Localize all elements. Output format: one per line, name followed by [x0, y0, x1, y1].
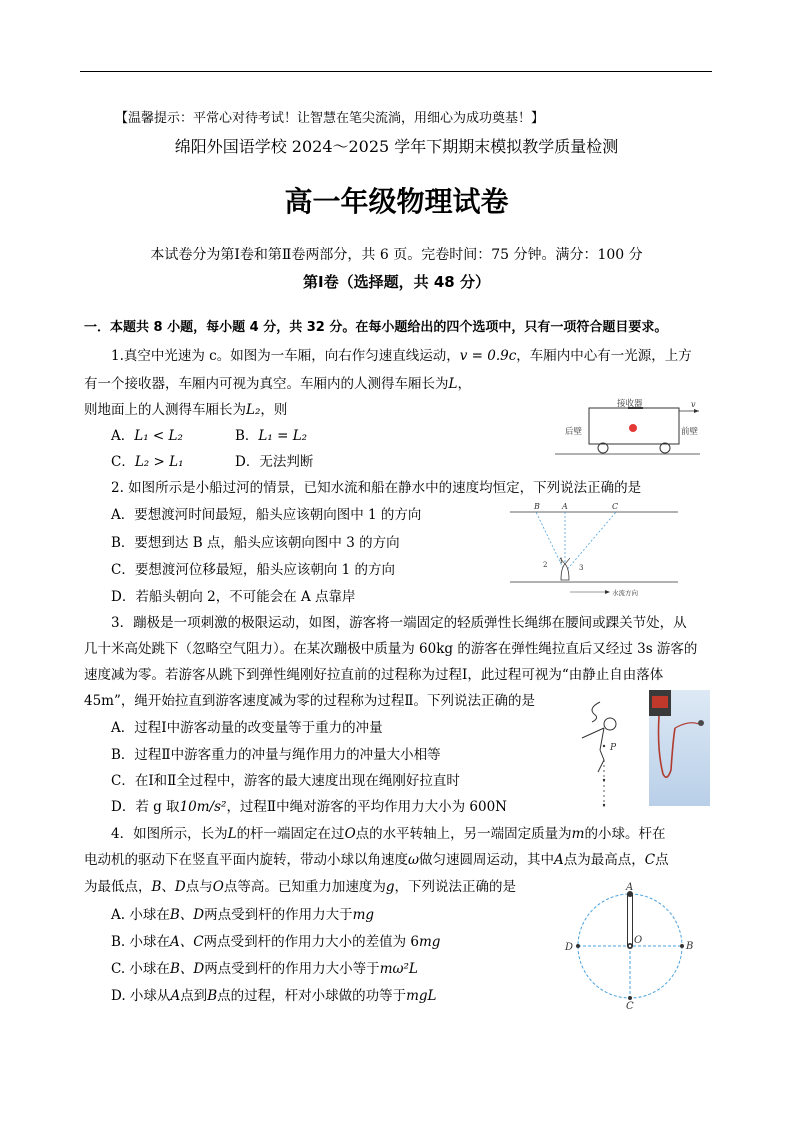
rod: [628, 894, 633, 946]
section-heading: 一．本题共 8 小题，每小题 4 分，共 32 分。在每小题给出的四个选项中，只有一项符合题目要求。: [84, 320, 668, 335]
rear-wall-label: 后壁: [565, 427, 583, 437]
point-o-label: O: [634, 935, 643, 946]
q2-option-d[interactable]: D．若船头朝向 2，不可能会在 A 点靠岸: [111, 589, 356, 605]
q2-stem: 2. 如图所示是小船过河的情景，已知水流和船在静水中的速度均恒定，下列说法正确的是: [111, 480, 642, 496]
q3-line1: 3．蹦极是一项刺激的极限运动，如图，游客将一端固定的轻质弹性长绳绑在腰间或踝关节处，从: [111, 615, 687, 631]
q1-line2: 有一个接收器，车厢内可视为真空。车厢内的人测得车厢长为L，: [84, 376, 471, 392]
light-source: [629, 424, 637, 432]
exam-tip: 【温馨提示：平常心对待考试！让智慧在笔尖流淌，用细心为成功奠基！】: [115, 111, 545, 126]
q4-option-a[interactable]: A. 小球在B、D两点受到杆的作用力大于mg: [111, 907, 375, 923]
point-c-label: C: [626, 1001, 634, 1012]
q4-option-c[interactable]: C. 小球在B、D两点受到杆的作用力大小等于mω²L: [111, 961, 418, 977]
exam-info: 本试卷分为第Ⅰ卷和第Ⅱ卷两部分，共 6 页。完卷时间：75 分钟。满分：100 分: [150, 247, 643, 263]
q1-velocity: v = 0.9c: [459, 348, 517, 364]
q3-option-d[interactable]: D．若 g 取10m/s²，过程Ⅱ中绳对游客的平均作用力大小为 600N: [111, 799, 507, 815]
part-title: 第Ⅰ卷（选择题，共 48 分）: [303, 273, 490, 291]
q3-line3: 速度减为零。若游客从跳下到弹性绳刚好拉直前的过程称为过程Ⅰ，此过程可视为“由静止自由落体: [84, 667, 664, 683]
q1-line1: 1.真空中光速为 c。如图为一车厢，向右作匀速直线运动，v = 0.9c，车厢内中心有一光源，上方: [111, 348, 692, 364]
q4-option-d[interactable]: D. 小球从A点到B点的过程，杆对小球做的功等于mgL: [111, 988, 437, 1004]
flow-direction-label: 水流方向: [612, 589, 638, 596]
header-rule: [80, 71, 712, 72]
q1-option-a[interactable]: A．L₁ < L₂: [111, 428, 183, 444]
point-p-label: P: [610, 743, 617, 753]
q3-option-a[interactable]: A．过程Ⅰ中游客动量的改变量等于重力的冲量: [111, 720, 383, 736]
q1-option-b[interactable]: B．L₁ = L₂: [235, 428, 308, 444]
q1-train-car-figure: [555, 398, 700, 458]
q3-bungee-photo: [649, 690, 710, 806]
front-wall-label: 前壁: [681, 427, 699, 437]
q2-option-b[interactable]: B．要想到达 B 点，船头应该朝向图中 3 的方向: [111, 535, 400, 551]
svg-text:1: 1: [559, 557, 564, 565]
q3-option-b[interactable]: B．过程Ⅱ中游客重力的冲量与绳作用力的冲量大小相等: [111, 747, 441, 763]
point-b-label: B: [686, 941, 694, 952]
q4-line2: 电动机的驱动下在竖直平面内旋转，带动小球以角速度ω做匀速圆周运动，其中A点为最高点，C点: [84, 852, 669, 868]
q3-bungee-sketch: [570, 700, 640, 810]
page-title: 高一年级物理试卷: [284, 185, 509, 218]
point-a-label: A: [626, 882, 634, 893]
q1-option-c[interactable]: C．L₂ > L₁: [111, 454, 184, 470]
q2-option-c[interactable]: C．要想渡河位移最短，船头应该朝向 1 的方向: [111, 562, 396, 578]
q2-river-figure: [508, 500, 680, 596]
q1-line3: 则地面上的人测得车厢长为L₂，则: [84, 402, 288, 418]
point-b-label: B: [534, 502, 540, 511]
q4-option-b[interactable]: B. 小球在A、C两点受到杆的作用力大小的差值为 6mg: [111, 934, 441, 950]
q4-line1: 4．如图所示，长为L的杆一端固定在过O点的水平转轴上，另一端固定质量为m的小球。杆在: [111, 826, 666, 842]
school-title: 绵阳外国语学校 2024～2025 学年下期期末模拟教学质量检测: [174, 137, 619, 156]
q2-option-a[interactable]: A．要想渡河时间最短，船头应该朝向图中 1 的方向: [111, 507, 422, 523]
q1-option-d[interactable]: D．无法判断: [235, 454, 314, 470]
q3-option-c[interactable]: C．在Ⅰ和Ⅱ全过程中，游客的最大速度出现在绳刚好拉直时: [111, 773, 460, 789]
point-c-label: C: [612, 502, 619, 511]
point-a-label: A: [562, 502, 568, 511]
velocity-label: v: [691, 400, 696, 409]
q3-line2: 几十米高处跳下（忽略空气阻力）。在某次蹦极中质量为 60kg 的游客在弹性绳拉直后又经过 3s 游客的: [84, 641, 698, 657]
svg-text:3: 3: [579, 564, 584, 572]
boat-icon: [561, 564, 569, 580]
receiver-label: 接收器: [617, 399, 643, 409]
q4-circle-figure: [560, 880, 700, 1012]
jumper-head: [604, 718, 616, 730]
point-d-label: D: [565, 942, 574, 953]
q4-line3: 为最低点，B、D点与O点等高。已知重力加速度为g，下列说法正确的是: [84, 879, 516, 895]
svg-text:2: 2: [543, 561, 548, 569]
q3-line4: 45m”，绳开始拉直到游客速度减为零的过程称为过程Ⅱ。下列说法正确的是: [84, 693, 536, 709]
